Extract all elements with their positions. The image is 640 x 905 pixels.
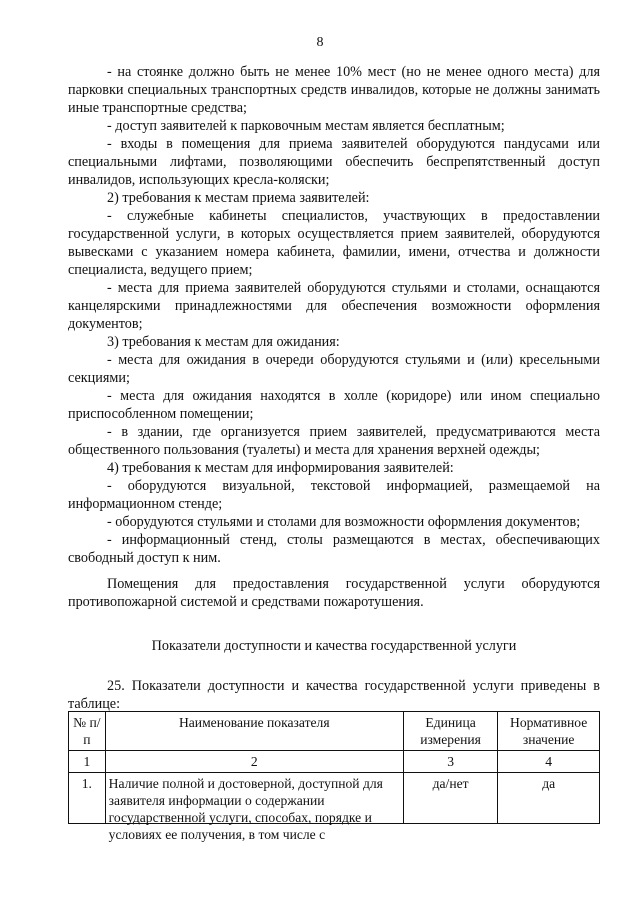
paragraph: 3) требования к местам для ожидания: xyxy=(107,334,340,350)
paragraph: - места для ожидания находятся в холле (коридоре) или ином специально приспособленном помещении; xyxy=(68,388,600,422)
header-number: № п/п xyxy=(69,712,106,751)
intro-paragraph: 25. Показатели доступности и качества государственной услуги приведены в таблице: xyxy=(68,678,600,712)
page-number: 8 xyxy=(316,35,324,50)
paragraph: - в здании, где организуется прием заявителей, предусматриваются места общественного пользования (туалеты) и места для хранения верхней одежды; xyxy=(68,424,600,458)
header-unit: Единица измерения xyxy=(403,712,497,751)
paragraph: - служебные кабинеты специалистов, участвующих в предоставлении государственной услуги, в которых осуществляется прием заявителей, оборудуются вывесками с указанием номера кабинета, фамилии, имени, отчества и должности специалиста, ведущего прием; xyxy=(68,208,600,278)
table-row xyxy=(69,773,600,824)
row-indicator-name xyxy=(105,773,403,842)
document-body xyxy=(68,63,600,713)
paragraph: 2) требования к местам приема заявителей: xyxy=(107,190,370,206)
paragraph: - места для ожидания в очереди оборудуются стульями и (или) кресельными секциями; xyxy=(68,352,600,386)
column-number: 3 xyxy=(403,751,497,773)
row-number: 1. xyxy=(69,773,106,824)
column-number: 2 xyxy=(105,751,403,773)
column-number: 1 xyxy=(69,751,106,773)
column-number: 4 xyxy=(498,751,600,773)
row-unit: да/нет xyxy=(403,773,497,824)
table-column-number-row xyxy=(69,751,600,773)
paragraph: - входы в помещения для приема заявителей оборудуются пандусами или специальными лифтами, позволяющими обеспечить беспрепятственный доступ инвалидов, использующих кресла-коляски; xyxy=(68,136,600,188)
header-indicator-name: Наименование показателя xyxy=(105,712,403,751)
row-indicator-text: Наличие полной и достоверной, доступной для заявителя информации о содержании государственной услуги, способах, порядке и условиях ее получения, в том числе с xyxy=(108,776,383,842)
section-heading: Показатели доступности и качества государственной услуги xyxy=(151,638,517,654)
paragraph: Помещения для предоставления государственной услуги оборудуются противопожарной системой и средствами пожаротушения. xyxy=(68,576,600,610)
paragraph: - информационный стенд, столы размещаются в местах, обеспечивающих свободный доступ к ним. xyxy=(68,532,600,566)
paragraph: - оборудуются визуальной, текстовой информацией, размещаемой на информационном стенде; xyxy=(68,478,600,512)
header-normative-value: Нормативное значение xyxy=(498,712,600,751)
paragraph: - оборудуются стульями и столами для возможности оформления документов; xyxy=(107,514,581,530)
table-header-row xyxy=(69,712,600,751)
paragraph: - доступ заявителей к парковочным местам является бесплатным; xyxy=(107,118,505,134)
paragraph: 4) требования к местам для информирования заявителей: xyxy=(107,460,454,476)
paragraph: - на стоянке должно быть не менее 10% мест (но не менее одного места) для парковки специальных транспортных средств инвалидов, которые не должны занимать иные транспортные средства; xyxy=(68,64,600,116)
row-normative-value: да xyxy=(498,773,600,824)
indicators-table xyxy=(68,711,600,842)
paragraph: - места для приема заявителей оборудуются стульями и столами, оснащаются канцелярскими принадлежностями для обеспечения возможности оформления документов; xyxy=(68,280,600,332)
